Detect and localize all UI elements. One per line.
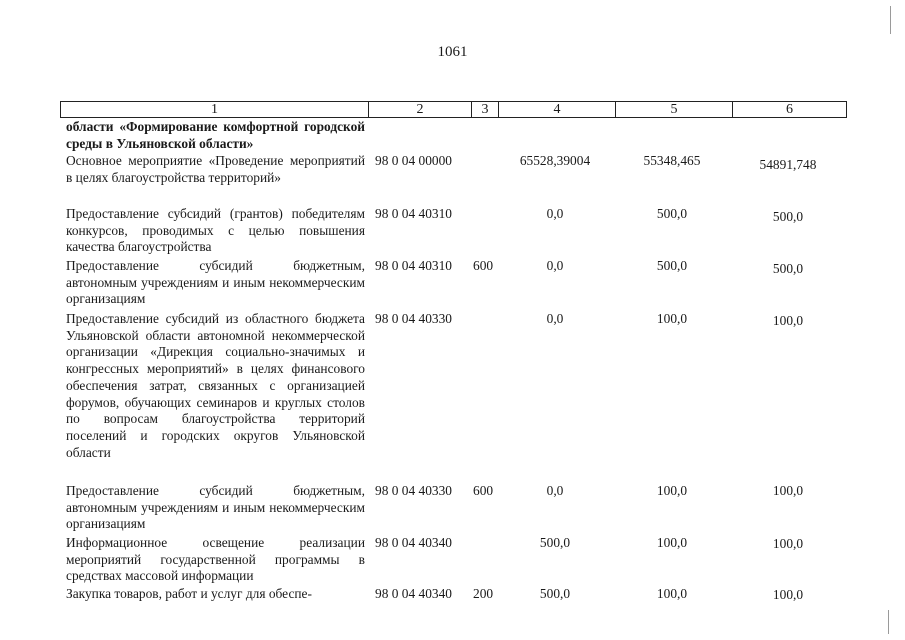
row-code: 98 0 04 40340 xyxy=(375,535,452,550)
row-description: Предоставление субсидий бюджетным, автономным учреждениям и иным некоммерческим организациям xyxy=(66,483,365,532)
row-description: Предоставление субсидий бюджетным, автономным учреждениям и иным некоммерческим организациям xyxy=(66,258,365,307)
row-col4: 0,0 xyxy=(546,311,564,326)
row-code: 98 0 04 40330 xyxy=(375,311,452,326)
row-description: Информационное освещение реализации мероприятий государственной программы в средствах массовой информации xyxy=(66,535,365,584)
row-description: Основное мероприятие «Проведение мероприятий в целях благоустройства территорий» xyxy=(66,153,365,185)
row-code: 98 0 04 40310 xyxy=(375,258,452,273)
row-type: 200 xyxy=(473,586,494,601)
row-col4: 0,0 xyxy=(546,483,564,498)
row-description: области «Формирование комфортной городской среды в Ульяновской области» xyxy=(66,119,365,151)
row-col5: 500,0 xyxy=(656,206,688,221)
row-col4: 65528,39004 xyxy=(519,153,591,168)
row-col6: 100,0 xyxy=(772,536,804,551)
header-col-2: 2 xyxy=(369,102,472,117)
row-type: 600 xyxy=(473,483,494,498)
row-col6: 100,0 xyxy=(772,483,804,498)
table-header-row xyxy=(60,101,847,118)
row-col5: 500,0 xyxy=(656,258,688,273)
row-type: 600 xyxy=(473,258,494,273)
header-col-5: 5 xyxy=(616,102,733,117)
row-code: 98 0 04 40330 xyxy=(375,483,452,498)
row-description: Предоставление субсидий из областного бюджета Ульяновской области автономной некоммерческой организации «Дирекция социально-значимых и конгрессных мероприятий» в целях финансового обеспечения затрат, связанных с организацией форумов, обучающих семинаров и круглых столов по вопросам благоустройства территорий поселений и городских округов Ульяновской области xyxy=(66,311,365,460)
row-col5: 100,0 xyxy=(656,483,688,498)
row-col4: 0,0 xyxy=(546,258,564,273)
row-col6: 100,0 xyxy=(772,587,804,602)
row-col6: 500,0 xyxy=(772,261,804,276)
page-number: 1061 xyxy=(437,44,468,60)
header-col-3: 3 xyxy=(472,102,499,117)
row-col5: 100,0 xyxy=(656,535,688,550)
header-col-6: 6 xyxy=(786,102,793,117)
row-code: 98 0 04 00000 xyxy=(375,153,452,168)
row-col6: 100,0 xyxy=(772,313,804,328)
row-col5: 100,0 xyxy=(656,586,688,601)
row-col6: 54891,748 xyxy=(759,157,817,172)
row-description: Предоставление субсидий (грантов) победителям конкурсов, проводимых с целью повышения качества благоустройства xyxy=(66,206,365,255)
row-col5: 100,0 xyxy=(656,311,688,326)
row-col4: 500,0 xyxy=(539,535,571,550)
row-code: 98 0 04 40310 xyxy=(375,206,452,221)
scan-edge-mark-top xyxy=(890,6,891,34)
scan-edge-mark-bottom xyxy=(888,610,889,634)
row-description: Закупка товаров, работ и услуг для обеспе- xyxy=(66,586,312,601)
row-col5: 55348,465 xyxy=(643,153,701,168)
row-code: 98 0 04 40340 xyxy=(375,586,452,601)
header-col-4: 4 xyxy=(499,102,616,117)
row-col6: 500,0 xyxy=(772,209,804,224)
row-col4: 500,0 xyxy=(539,586,571,601)
header-col-1: 1 xyxy=(61,102,369,117)
row-col4: 0,0 xyxy=(546,206,564,221)
